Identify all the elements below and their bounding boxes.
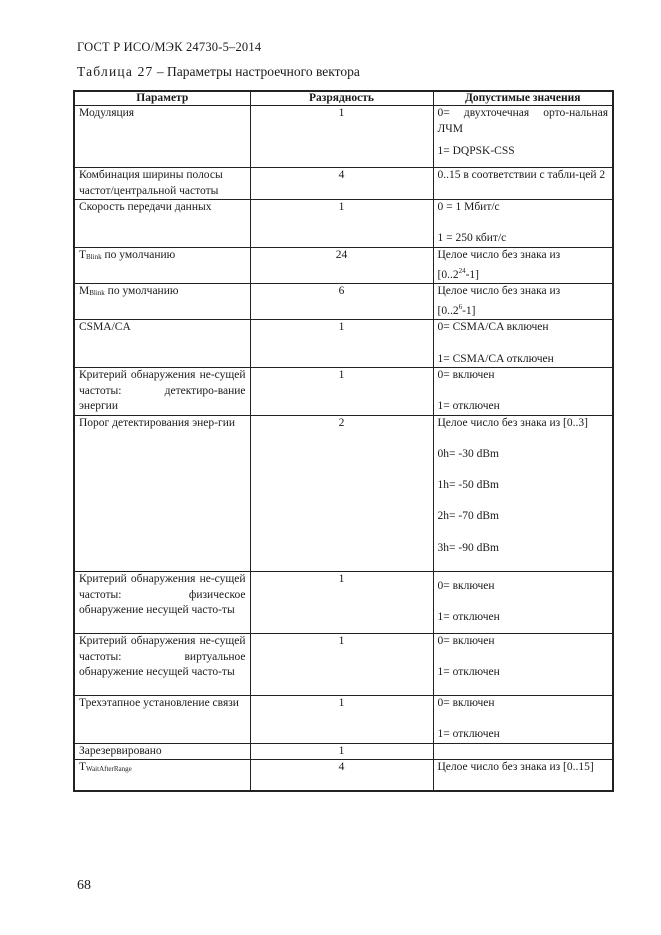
value-line: 1= отключен — [437, 728, 500, 741]
param-cell: Критерий обнаружения не-сущей частоты: детектиро-вание энергии — [74, 368, 250, 416]
value-line: [0..2$^{24}$-1] — [437, 266, 480, 281]
document-header: ГОСТ Р ИСО/МЭК 24730-5–2014 — [77, 40, 262, 54]
value-line: Целое число без знака из [0..3] — [437, 416, 588, 429]
param-cell: TBlink по умолчанию — [74, 247, 250, 283]
values-cell: Целое число без знака из [0..15] — [433, 760, 613, 791]
values-cell — [433, 284, 613, 320]
value-line: 3h= -90 dBm — [437, 541, 499, 554]
table-row — [74, 368, 613, 416]
table-header-row — [74, 91, 613, 106]
param-cell: CSMA/CA — [74, 320, 250, 368]
value-line: 0= включен — [437, 369, 495, 382]
values-cell — [433, 247, 613, 283]
table-row — [74, 284, 613, 320]
values-cell — [433, 415, 613, 571]
parameters-table — [73, 90, 614, 792]
param-cell: Критерий обнаружения не-сущей частоты: виртуальное обнаружение несущей часто-ты — [74, 633, 250, 695]
values-cell — [433, 571, 613, 633]
table-caption-label: Таблица 27 — [77, 64, 154, 79]
bits-cell: 6 — [250, 284, 433, 320]
value-line: 1= DQPSK-CSS — [437, 145, 515, 158]
bits-cell: 1 — [250, 368, 433, 416]
bits-cell: 4 — [250, 760, 433, 791]
values-cell — [433, 743, 613, 760]
table-row — [74, 168, 613, 200]
param-cell: Трехэтапное установление связи — [74, 695, 250, 743]
value-line: 0 = 1 Мбит/с — [437, 201, 500, 214]
value-line: 0= включен — [437, 579, 495, 592]
bits-cell: 1 — [250, 200, 433, 248]
bits-cell: 1 — [250, 571, 433, 633]
bits-cell: 1 — [250, 695, 433, 743]
values-cell — [433, 633, 613, 695]
value-line: 2h= -70 dBm — [437, 510, 499, 523]
value-line: 0= двухточечная орто-нальная ЛЧМ — [437, 107, 608, 135]
param-cell: Критерий обнаружения не-сущей частоты: физическое обнаружение несущей часто-ты — [74, 571, 250, 633]
table-row — [74, 247, 613, 283]
param-cell: TWaitAfterRange — [74, 760, 250, 791]
value-line: 0= CSMA/CA включен — [437, 321, 549, 334]
values-cell — [433, 320, 613, 368]
value-line: Целое число без знака из — [437, 248, 561, 261]
page-number: 68 — [77, 878, 91, 893]
param-cell: Комбинация ширины полосы частот/центральной частоты — [74, 168, 250, 200]
values-cell — [433, 368, 613, 416]
value-line: 0= включен — [437, 696, 495, 709]
table-row — [74, 633, 613, 695]
value-line: 0h= -30 dBm — [437, 448, 499, 461]
table-row — [74, 743, 613, 760]
param-cell: Модуляция — [74, 106, 250, 168]
param-cell: Зарезервировано — [74, 743, 250, 760]
table-row — [74, 695, 613, 743]
table-row — [74, 571, 613, 633]
values-cell — [433, 106, 613, 168]
value-line: Целое число без знака из — [437, 285, 561, 298]
values-cell — [433, 200, 613, 248]
value-line: 1 = 250 кбит/с — [437, 232, 507, 245]
bits-cell: 4 — [250, 168, 433, 200]
table-row — [74, 320, 613, 368]
value-line: 1= CSMA/CA отключен — [437, 352, 554, 365]
column-header-bits: Разрядность — [250, 91, 433, 106]
value-line: 0= включен — [437, 634, 495, 647]
value-line: 1= отключен — [437, 666, 500, 679]
table-row — [74, 200, 613, 248]
table-caption-text: – Параметры настроечного вектора — [153, 64, 360, 79]
table-caption — [77, 64, 360, 80]
bits-cell: 1 — [250, 633, 433, 695]
bits-cell: 1 — [250, 743, 433, 760]
values-cell: 0..15 в соответствии с табли-цей 2 — [433, 168, 613, 200]
value-line: 1= отключен — [437, 400, 500, 413]
param-cell: Скорость передачи данных — [74, 200, 250, 248]
table-row — [74, 106, 613, 168]
values-cell — [433, 695, 613, 743]
value-line: 1h= -50 dBm — [437, 479, 499, 492]
column-header-parameter: Параметр — [74, 91, 250, 106]
param-cell: MBlink по умолчанию — [74, 284, 250, 320]
bits-cell: 1 — [250, 320, 433, 368]
table-row — [74, 760, 613, 791]
param-cell: Порог детектирования энер-гии — [74, 415, 250, 571]
value-line: [0..2$^6$-1] — [437, 302, 476, 317]
table-row — [74, 415, 613, 571]
bits-cell: 2 — [250, 415, 433, 571]
bits-cell: 1 — [250, 106, 433, 168]
value-line: 1= отключен — [437, 611, 500, 624]
column-header-values: Допустимые значения — [433, 91, 613, 106]
bits-cell: 24 — [250, 247, 433, 283]
